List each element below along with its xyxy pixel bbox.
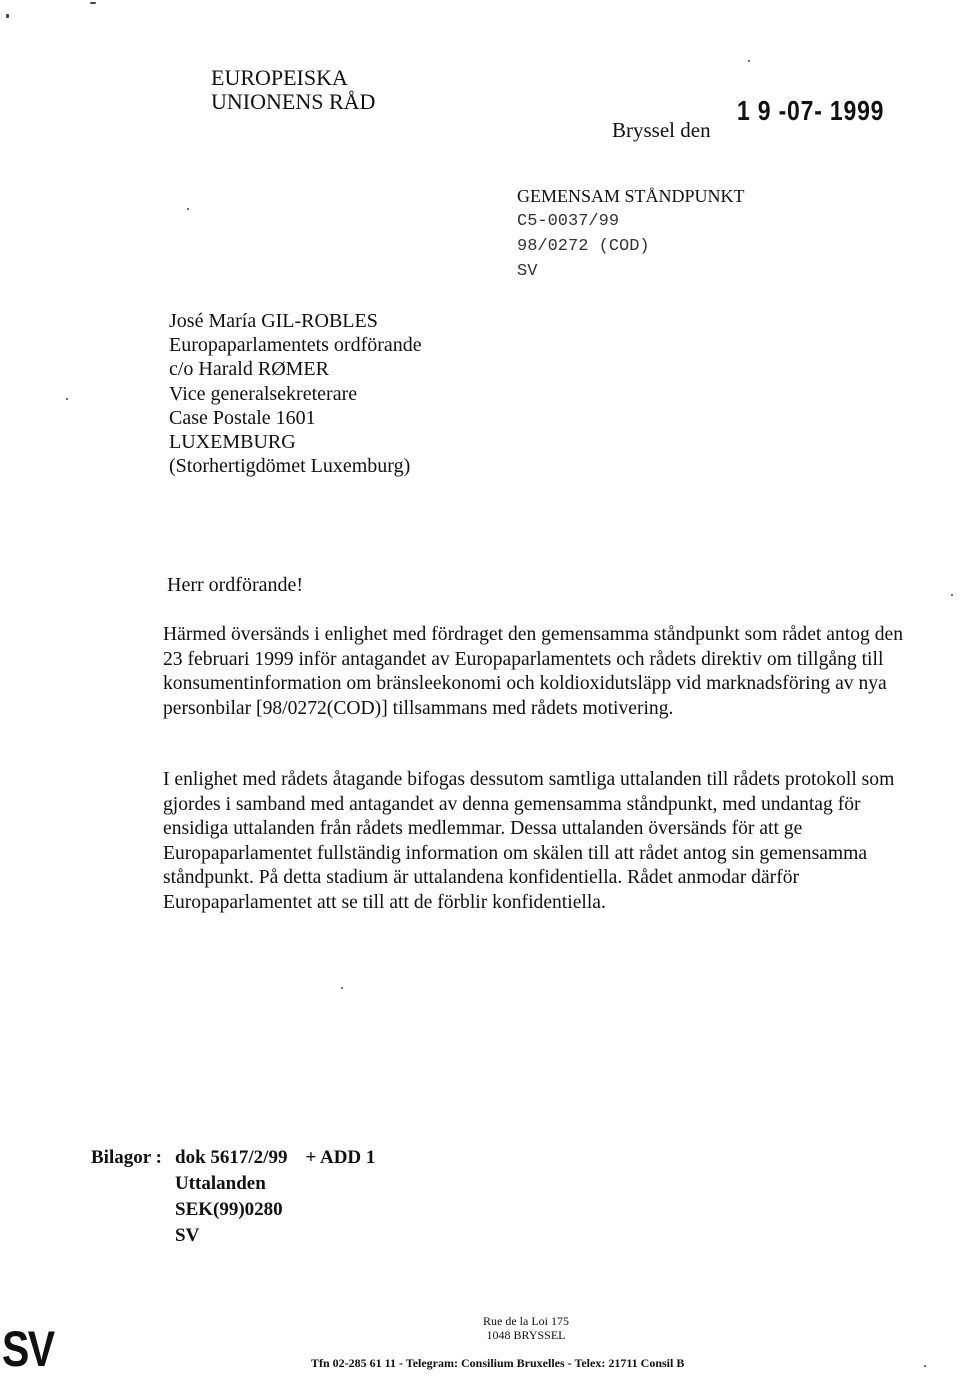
scan-speck	[341, 987, 343, 989]
recipient-line: (Storhertigdömet Luxemburg)	[169, 455, 411, 478]
footer-contact: Tfn 02-285 61 11 - Telegram: Consilium Bruxelles - Telex: 21711 Consil B	[311, 1356, 685, 1370]
issuer-line-1: EUROPEISKA	[211, 65, 348, 90]
recipient-address	[169, 309, 422, 478]
language-code: SV	[2, 1321, 54, 1377]
place-label: Bryssel den	[612, 118, 711, 142]
issuer-block	[211, 66, 375, 114]
scan-speck	[6, 14, 9, 18]
attachments-label: Bilagor :	[91, 1147, 162, 1168]
reference-number: C5-0037/99	[517, 212, 620, 231]
issuer-line-2: UNIONENS RÅD	[211, 89, 376, 114]
attachment-item: dok 5617/2/99	[175, 1147, 288, 1168]
attachment-addendum: + ADD 1	[305, 1147, 376, 1168]
scan-speck	[924, 1365, 926, 1367]
attachments-block	[91, 1145, 375, 1249]
recipient-line: Europaparlamentets ordförande	[169, 334, 422, 357]
scan-speck	[187, 208, 189, 210]
scan-speck	[951, 594, 953, 596]
recipient-line: Vice generalsekreterare	[169, 382, 358, 405]
recipient-line: LUXEMBURG	[169, 431, 296, 454]
reference-block	[517, 184, 745, 284]
recipient-line: Case Postale 1601	[169, 406, 316, 429]
salutation: Herr ordförande!	[167, 574, 304, 596]
recipient-line: c/o Harald RØMER	[169, 358, 329, 381]
footer-city: 1048 BRYSSEL	[486, 1328, 566, 1342]
body-paragraph-2: I enlighet med rådets åtagande bifogas dessutom samtliga uttalanden till rådets protokoll som gjordes i samband med antagandet av denna gemensamma ståndpunkt, med undantag för ensidiga uttalanden från rådets medlemmar. Dessa uttalanden översänds för att ge Europaparlamentet fullständig information om skälen till att rådet antog sin gemensamma ståndpunkt. På detta stadium är uttalandena konfidentiella. Rådet anmodar därför Europaparlamentet att se till att de förblir konfidentiella.	[163, 769, 895, 913]
scan-speck	[748, 60, 750, 62]
date-stamp: 1 9 -07- 1999	[737, 95, 885, 126]
scan-speck	[66, 398, 68, 400]
scan-speck	[90, 2, 96, 4]
footer-street: Rue de la Loi 175	[483, 1314, 569, 1328]
attachment-item: SEK(99)0280	[175, 1199, 283, 1220]
attachment-item: SV	[175, 1225, 200, 1246]
attachment-item: Uttalanden	[175, 1173, 266, 1194]
reference-title: GEMENSAM STÅNDPUNKT	[517, 186, 745, 206]
procedure-number: 98/0272 (COD)	[517, 237, 650, 256]
recipient-line: José María GIL-ROBLES	[169, 310, 378, 332]
footer-address	[476, 1314, 576, 1342]
body-paragraph-1: Härmed översänds i enlighet med fördraget den gemensamma ståndpunkt som rådet antog den 23 februari 1999 inför antagandet av Europaparlamentets och rådets direktiv om tillgång till konsumentinformation om bränsleekonomi och koldioxidutsläpp vid marknadsföring av nya personbilar [98/0272(COD)] tillsammans med rådets motivering.	[163, 624, 903, 719]
reference-language: SV	[517, 262, 538, 281]
